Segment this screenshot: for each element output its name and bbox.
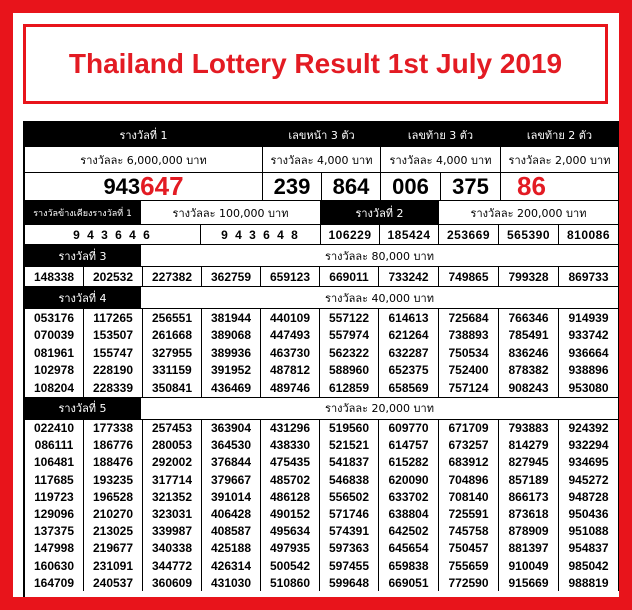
- prize-number: 588960: [320, 362, 379, 380]
- prize-number: 379667: [202, 471, 261, 488]
- number-row: [25, 488, 619, 505]
- prize-number: 546838: [320, 471, 379, 488]
- near-first-amount: รางวัลละ 100,000 บาท: [141, 201, 321, 225]
- third-prize-header: รางวัลที่ 3: [25, 245, 141, 267]
- prize-number: 757124: [439, 379, 499, 397]
- prize-number: 425188: [202, 540, 261, 557]
- prize-number: 638804: [379, 505, 439, 522]
- prize-number: 485702: [261, 471, 320, 488]
- prize-number: 914939: [559, 309, 619, 327]
- prize-number: 436469: [202, 379, 261, 397]
- near-first-number-1: 9 4 3 6 4 6: [25, 225, 201, 245]
- prize-number: 725684: [439, 309, 499, 327]
- prize-number: 475435: [261, 454, 320, 471]
- prize-number: 490152: [261, 505, 320, 522]
- prize-number: 733242: [379, 267, 439, 286]
- prize-number: 556502: [320, 488, 379, 505]
- second-prize-header: รางวัลที่ 2: [321, 201, 439, 225]
- third-prize-header-row: [25, 245, 619, 267]
- prize-number: 363904: [202, 420, 261, 437]
- prize-number: 793883: [499, 420, 559, 437]
- prize-number: 340338: [143, 540, 202, 557]
- prize-number: 227382: [143, 267, 202, 286]
- front3-number-2: 864: [322, 173, 381, 201]
- prize-number: 597455: [320, 557, 379, 574]
- number-row: [25, 574, 619, 591]
- third-prize-numbers: [25, 267, 619, 287]
- prize-number: 381944: [202, 309, 261, 327]
- prize-number: 924392: [559, 420, 619, 437]
- prize-number: 391952: [202, 362, 261, 380]
- prize-number: 652375: [379, 362, 439, 380]
- prize-number: 954837: [559, 540, 619, 557]
- near-second-numbers-row: [25, 225, 619, 245]
- prize-number: 389068: [202, 327, 261, 345]
- prize-number: 574391: [320, 523, 379, 540]
- prize-number: 708140: [439, 488, 499, 505]
- prize-number: 323031: [143, 505, 202, 522]
- prize-number: 102978: [25, 362, 84, 380]
- page-title: Thailand Lottery Result 1st July 2019: [68, 48, 563, 79]
- prize-number: 228190: [84, 362, 143, 380]
- prize-number: 327955: [143, 344, 202, 362]
- first-prize-suffix: 647: [140, 173, 184, 201]
- prize-number: 292002: [143, 454, 202, 471]
- prize-number: 704896: [439, 471, 499, 488]
- prize-number: 213025: [84, 523, 143, 540]
- last3-number-2: 375: [441, 173, 501, 201]
- prize-header-row: [25, 123, 619, 147]
- prize-number: 772590: [439, 574, 499, 591]
- prize-number: 186776: [84, 437, 143, 454]
- last3-number-1: 006: [381, 173, 441, 201]
- third-prize-amount: รางวัลละ 80,000 บาท: [141, 245, 619, 267]
- prize-number: 671709: [439, 420, 499, 437]
- number-row: [25, 505, 619, 522]
- prize-number: 950436: [559, 505, 619, 522]
- prize-number: 119723: [25, 488, 84, 505]
- number-row: [25, 437, 619, 454]
- prize-number: 344772: [143, 557, 202, 574]
- prize-number: 658569: [379, 379, 439, 397]
- prize-number: 497935: [261, 540, 320, 557]
- prize-number: 725591: [439, 505, 499, 522]
- prize-number: 766346: [499, 309, 559, 327]
- number-row: [25, 344, 619, 362]
- prize-number: 117685: [25, 471, 84, 488]
- number-row: [25, 540, 619, 557]
- prize-number: 240537: [84, 574, 143, 591]
- number-row: [25, 420, 619, 437]
- first-prize-number: [25, 173, 263, 201]
- prize-number: 745758: [439, 523, 499, 540]
- number-row: [25, 557, 619, 574]
- fifth-prize-header-row: [25, 398, 619, 420]
- prize-number: 948728: [559, 488, 619, 505]
- number-row: [25, 362, 619, 380]
- prize-number: 799328: [499, 267, 559, 286]
- prize-number: 202532: [84, 267, 143, 286]
- prize-number: 117265: [84, 309, 143, 327]
- prize-number: 915669: [499, 574, 559, 591]
- prize-number: 339987: [143, 523, 202, 540]
- prize-number: 389936: [202, 344, 261, 362]
- prize-number: 642502: [379, 523, 439, 540]
- prize-number: 612859: [320, 379, 379, 397]
- prize-number: 615282: [379, 454, 439, 471]
- prize-number: 645654: [379, 540, 439, 557]
- prize-number: 160630: [25, 557, 84, 574]
- last3-header: เลขท้าย 3 ตัว: [381, 123, 501, 147]
- fifth-prize-header: รางวัลที่ 5: [25, 398, 141, 420]
- prize-number: 495634: [261, 523, 320, 540]
- prize-number: 951088: [559, 523, 619, 540]
- prize-number: 431030: [202, 574, 261, 591]
- front3-number-1: 239: [263, 173, 322, 201]
- prize-number: 669051: [379, 574, 439, 591]
- prize-number: 438330: [261, 437, 320, 454]
- prize-number: 210270: [84, 505, 143, 522]
- prize-number: 053176: [25, 309, 84, 327]
- second-number-4: 565390: [499, 225, 559, 245]
- prize-number: 557974: [320, 327, 379, 345]
- prize-number: 406428: [202, 505, 261, 522]
- title-box: [23, 24, 608, 104]
- fifth-prize-amount: รางวัลละ 20,000 บาท: [141, 398, 619, 420]
- near-first-header: รางวัลข้างเคียงรางวัลที่ 1: [25, 201, 141, 225]
- prize-number: 633702: [379, 488, 439, 505]
- number-row: [25, 523, 619, 540]
- fourth-prize-header-row: [25, 287, 619, 309]
- number-row: [25, 379, 619, 397]
- prize-number: 193235: [84, 471, 143, 488]
- prize-number: 932294: [559, 437, 619, 454]
- document-body: [13, 13, 619, 597]
- prize-number: 632287: [379, 344, 439, 362]
- prize-number: 934695: [559, 454, 619, 471]
- prize-number: 738893: [439, 327, 499, 345]
- prize-number: 755659: [439, 557, 499, 574]
- prize-number: 487812: [261, 362, 320, 380]
- prize-number: 669011: [320, 267, 379, 286]
- prize-number: 510860: [261, 574, 320, 591]
- prize-number: 814279: [499, 437, 559, 454]
- prize-number: 609770: [379, 420, 439, 437]
- prize-number: 188476: [84, 454, 143, 471]
- prize-number: 750534: [439, 344, 499, 362]
- second-prize-amount: รางวัลละ 200,000 บาท: [439, 201, 619, 225]
- number-row: [25, 327, 619, 345]
- prize-number: 673257: [439, 437, 499, 454]
- prize-number: 620090: [379, 471, 439, 488]
- prize-number: 391014: [202, 488, 261, 505]
- prize-number: 231091: [84, 557, 143, 574]
- prize-number: 571746: [320, 505, 379, 522]
- prize-number: 376844: [202, 454, 261, 471]
- prize-number: 350841: [143, 379, 202, 397]
- prize-number: 261668: [143, 327, 202, 345]
- prize-number: 866173: [499, 488, 559, 505]
- prize-number: 196528: [84, 488, 143, 505]
- prize-number: 519560: [320, 420, 379, 437]
- prize-number: 463730: [261, 344, 320, 362]
- lottery-table: [23, 121, 619, 597]
- second-number-5: 810086: [559, 225, 619, 245]
- prize-number: 945272: [559, 471, 619, 488]
- prize-number: 881397: [499, 540, 559, 557]
- prize-number: 683912: [439, 454, 499, 471]
- prize-number: 022410: [25, 420, 84, 437]
- prize-number: 360609: [143, 574, 202, 591]
- prize-number: 164709: [25, 574, 84, 591]
- prize-number: 562322: [320, 344, 379, 362]
- prize-number: 070039: [25, 327, 84, 345]
- number-row: [25, 471, 619, 488]
- prize-number: 219677: [84, 540, 143, 557]
- second-number-3: 253669: [439, 225, 499, 245]
- front3-amount: รางวัลละ 4,000 บาท: [263, 147, 381, 173]
- last2-header: เลขท้าย 2 ตัว: [501, 123, 619, 147]
- prize-number: 557122: [320, 309, 379, 327]
- main-numbers-row: [25, 173, 619, 201]
- prize-number: 321352: [143, 488, 202, 505]
- front3-header: เลขหน้า 3 ตัว: [263, 123, 381, 147]
- prize-number: 317714: [143, 471, 202, 488]
- prize-number: 108204: [25, 379, 84, 397]
- prize-number: 659123: [261, 267, 320, 286]
- last2-number: 86: [501, 173, 619, 201]
- prize-number: 836246: [499, 344, 559, 362]
- prize-number: 500542: [261, 557, 320, 574]
- prize-number: 489746: [261, 379, 320, 397]
- prize-number: 750457: [439, 540, 499, 557]
- prize-number: 933742: [559, 327, 619, 345]
- near-second-header-row: [25, 201, 619, 225]
- prize-number: 878382: [499, 362, 559, 380]
- prize-number: 869733: [559, 267, 619, 286]
- prize-number: 873618: [499, 505, 559, 522]
- fourth-prize-header: รางวัลที่ 4: [25, 287, 141, 309]
- prize-number: 155747: [84, 344, 143, 362]
- first-prize-amount: รางวัลละ 6,000,000 บาท: [25, 147, 263, 173]
- prize-number: 614757: [379, 437, 439, 454]
- near-first-number-2: 9 4 3 6 4 8: [201, 225, 321, 245]
- prize-number: 106481: [25, 454, 84, 471]
- prize-number: 878909: [499, 523, 559, 540]
- last2-amount: รางวัลละ 2,000 บาท: [501, 147, 619, 173]
- prize-number: 749865: [439, 267, 499, 286]
- prize-number: 857189: [499, 471, 559, 488]
- prize-number: 257453: [143, 420, 202, 437]
- prize-number: 364530: [202, 437, 261, 454]
- second-number-2: 185424: [380, 225, 439, 245]
- prize-number: 177338: [84, 420, 143, 437]
- prize-number: 936664: [559, 344, 619, 362]
- prize-number: 129096: [25, 505, 84, 522]
- prize-number: 153507: [84, 327, 143, 345]
- second-number-1: 106229: [321, 225, 380, 245]
- prize-number: 148338: [25, 267, 84, 286]
- prize-number: 541837: [320, 454, 379, 471]
- prize-number: 147998: [25, 540, 84, 557]
- prize-number: 447493: [261, 327, 320, 345]
- prize-number: 521521: [320, 437, 379, 454]
- prize-number: 988819: [559, 574, 619, 591]
- fourth-prize-numbers: [25, 309, 619, 398]
- prize-number: 910049: [499, 557, 559, 574]
- prize-number: 086111: [25, 437, 84, 454]
- prize-number: 280053: [143, 437, 202, 454]
- prize-number: 614613: [379, 309, 439, 327]
- number-row: [25, 454, 619, 471]
- prize-number: 137375: [25, 523, 84, 540]
- prize-number: 953080: [559, 379, 619, 397]
- number-row: [25, 309, 619, 327]
- last3-amount: รางวัลละ 4,000 บาท: [381, 147, 501, 173]
- fourth-prize-amount: รางวัลละ 40,000 บาท: [141, 287, 619, 309]
- prize-number: 440109: [261, 309, 320, 327]
- prize-number: 752400: [439, 362, 499, 380]
- first-prize-header: รางวัลที่ 1: [25, 123, 263, 147]
- prize-number: 256551: [143, 309, 202, 327]
- prize-number: 985042: [559, 557, 619, 574]
- prize-amount-row: [25, 147, 619, 173]
- prize-number: 597363: [320, 540, 379, 557]
- prize-number: 228339: [84, 379, 143, 397]
- fifth-prize-numbers: [25, 420, 619, 592]
- prize-number: 081961: [25, 344, 84, 362]
- prize-number: 408587: [202, 523, 261, 540]
- prize-number: 431296: [261, 420, 320, 437]
- prize-number: 827945: [499, 454, 559, 471]
- prize-number: 599648: [320, 574, 379, 591]
- prize-number: 785491: [499, 327, 559, 345]
- prize-number: 908243: [499, 379, 559, 397]
- prize-number: 938896: [559, 362, 619, 380]
- prize-number: 486128: [261, 488, 320, 505]
- prize-number: 362759: [202, 267, 261, 286]
- prize-number: 659838: [379, 557, 439, 574]
- first-prize-prefix: 943: [103, 173, 141, 199]
- prize-number: 426314: [202, 557, 261, 574]
- prize-number: 331159: [143, 362, 202, 380]
- prize-number: 621264: [379, 327, 439, 345]
